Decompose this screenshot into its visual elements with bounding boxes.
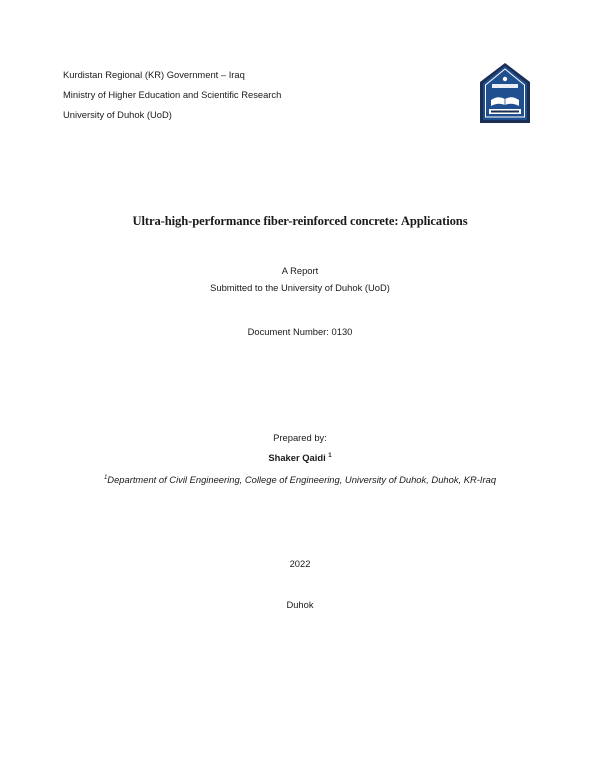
publication-city: Duhok	[286, 599, 314, 610]
author-superscript: 1	[328, 452, 332, 459]
logo-emblem	[503, 77, 507, 81]
author-name-text: Shaker Qaidi	[268, 452, 326, 463]
university-line: University of Duhok (UoD)	[63, 109, 172, 120]
logo-script-band	[492, 84, 518, 88]
logo-text-detail	[491, 111, 519, 113]
document-number-label: Document Number:	[247, 326, 329, 337]
ministry-line: Ministry of Higher Education and Scientific Research	[63, 89, 282, 100]
institution-header	[63, 65, 281, 125]
report-type: A Report	[281, 265, 319, 276]
government-line: Kurdistan Regional (KR) Government – Iraq	[63, 69, 245, 80]
affiliation-superscript: 1	[103, 474, 108, 481]
university-logo	[479, 62, 531, 124]
report-title: Ultra-high-performance fiber-reinforced concrete: Applications	[132, 214, 468, 228]
document-number-value: 0130	[331, 326, 353, 337]
submitted-to: Submitted to the University of Duhok (UoD)	[210, 282, 390, 293]
publication-year: 2022	[289, 558, 311, 569]
affiliation-text: Department of Civil Engineering, College of Engineering, University of Duhok, Duhok, KR-Iraq	[107, 474, 497, 485]
author-name	[0, 452, 600, 463]
document-number	[0, 326, 600, 337]
author-affiliation	[0, 474, 600, 485]
prepared-by-label: Prepared by:	[273, 432, 327, 443]
